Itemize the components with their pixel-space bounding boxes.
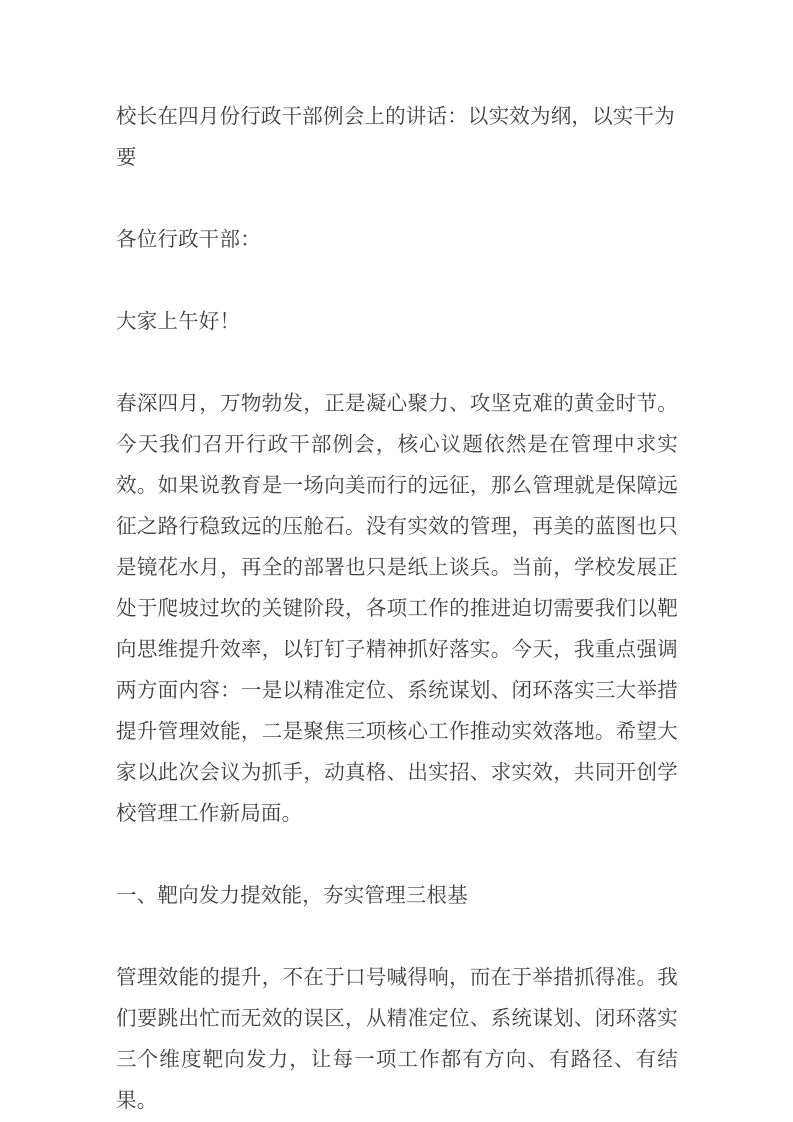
spacer-after-opening: [116, 834, 678, 875]
salutation-line: 各位行政干部：: [116, 227, 261, 251]
spacer-after-salutation: [116, 260, 678, 301]
section-one-heading: 一、靶向发力提效能，夯实管理三根基: [116, 883, 468, 907]
document-title-line: 校长在四月份行政干部例会上的讲话：以实效为纲，以实干为要: [116, 104, 675, 169]
opening-paragraph: 春深四月，万物勃发，正是凝心聚力、攻坚克难的黄金时节。今天我们召开行政干部例会，核心议题依然是在管理中求实效。如果说教育是一场向美而行的远征，那么管理就是保障远征之路行稳致远的压舱石。没有实效的管理，再美的蓝图也只是镜花水月，再全的部署也只是纸上谈兵。当前，学校发展正处于爬坡过坎的关键阶段，各项工作的推进迫切需要我们以靶向思维提升效率，以钉钉子精神抓好落实。今天，我重点强调两方面内容：一是以精准定位、系统谋划、闭环落实三大举措提升管理效能，二是聚焦三项核心工作推动实效落地。希望大家以此次会议为抓手，动真格、出实招、求实效，共同开创学校管理工作新局面。: [116, 391, 678, 825]
spacer-after-greeting: [116, 342, 678, 383]
spacer-after-title: [116, 178, 678, 219]
spacer-after-section-one-heading: [116, 916, 678, 957]
greeting-line: 大家上午好！: [116, 309, 241, 333]
document-body: [116, 96, 678, 1121]
section-one-paragraph: 管理效能的提升，不在于口号喊得响，而在于举措抓得准。我们要跳出忙而无效的误区，从精准定位、系统谋划、闭环落实三个维度靶向发力，让每一项工作都有方向、有路径、有结果。: [116, 965, 678, 1112]
